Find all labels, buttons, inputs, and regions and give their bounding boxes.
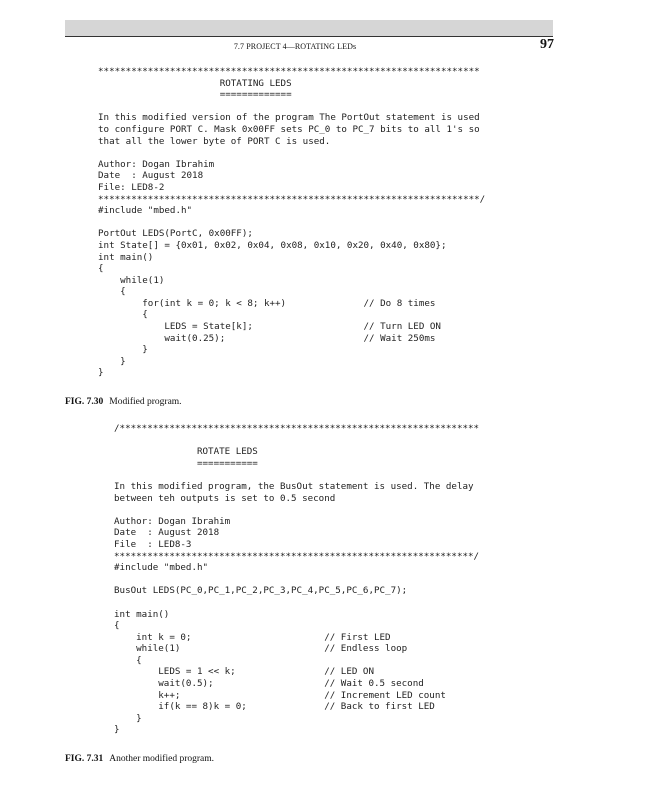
figure-label: FIG. 7.31 [65, 754, 104, 764]
code-listing-fig-7-30: ********************************************************************* ROTATING LEDS ============= In this modified version of the program The PortOut statement is used to configure PORT C. Mask 0x00FF sets PC_0 to PC_7 bits to all 1's so that all the lower byte of PORT C is used. Author: Dogan Ibrahim Date : August 2018 File: LED8-2 *********************************************************************/ #include "mbed.h" PortOut LEDS(PortC, 0x00FF); int State[] = {0x01, 0x02, 0x04, 0x08, 0x10, 0x20, 0x40, 0x80}; int main() { while(1) { for(int k = 0; k < 8; k++) // Do 8 times { LEDS = State[k]; // Turn LED ON wait(0.25); // Wait 250ms } } } [98, 66, 486, 379]
figure-caption-7-30 [65, 397, 182, 407]
figure-caption-text: Modified program. [109, 397, 182, 407]
code-listing-fig-7-31: /***************************************************************** ROTATE LEDS =========== In this modified program, the BusOut statement is used. The delay between teh outputs is set to 0.5 second Author: Dogan Ibrahim Date : August 2018 File : LED8-3 *****************************************************************/ #include "mbed.h" BusOut LEDS(PC_0,PC_1,PC_2,PC_3,PC_4,PC_5,PC_6,PC_7); int main() { int k = 0; // First LED while(1) // Endless loop { LEDS = 1 << k; // LED ON wait(0.5); // Wait 0.5 second k++; // Increment LED count if(k == 8)k = 0; // Back to first LED } } [114, 423, 480, 736]
running-head: 7.7 PROJECT 4—ROTATING LEDs [233, 42, 357, 51]
figure-caption-text: Another modified program. [109, 754, 215, 764]
header-rule [65, 36, 553, 37]
figure-caption-7-31 [65, 754, 214, 764]
page-header-band [65, 20, 553, 36]
page-number: 97 [540, 37, 554, 52]
figure-label: FIG. 7.30 [65, 397, 104, 407]
